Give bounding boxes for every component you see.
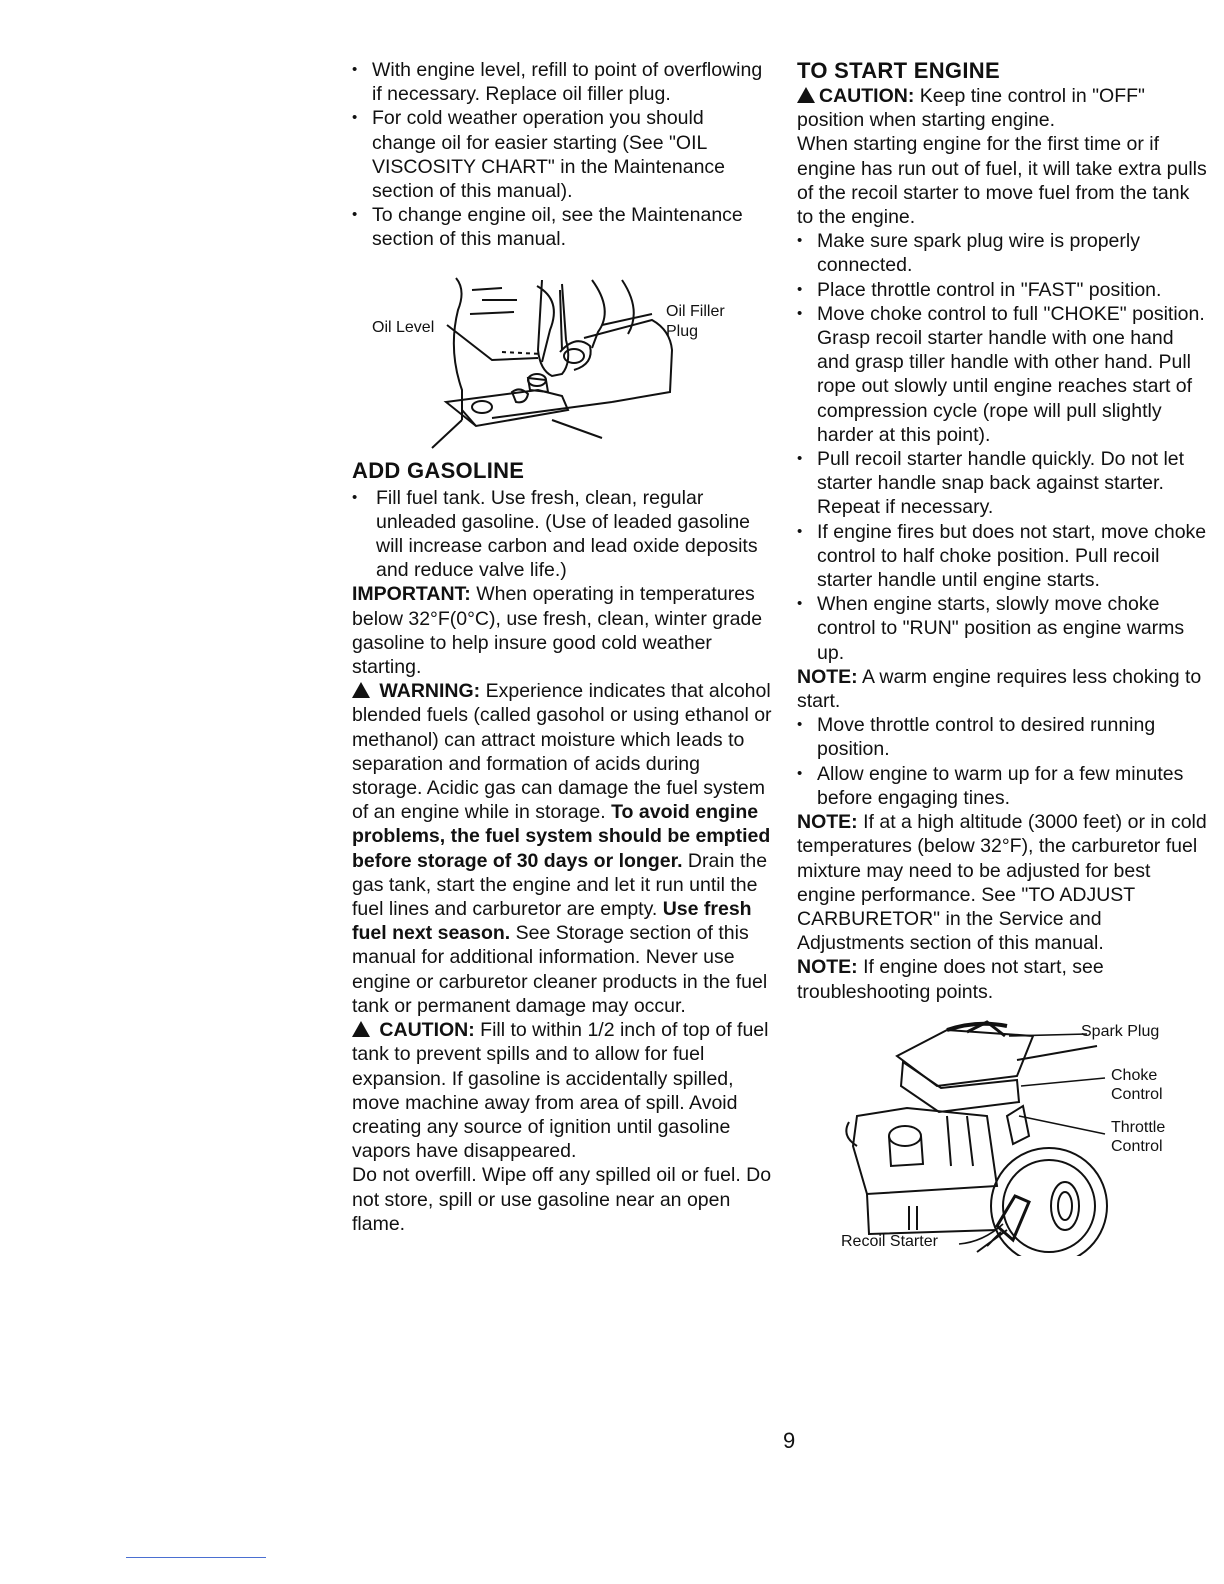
list-item: • To change engine oil, see the Maintenance section of this manual. [352,203,772,251]
note-text: A warm engine requires less choking to start. [797,665,1202,713]
oil-fill-figure [352,270,772,450]
warning-paragraph [352,679,772,1018]
warning-icon [797,87,815,103]
list-item: • Place throttle control in "FAST" position. [797,278,1207,302]
note-label: NOTE: [797,956,858,979]
warning-icon [352,682,370,698]
spark-plug-label: Spark Plug [1081,1022,1160,1040]
warning-emphasis: To avoid engine problems, the fuel system should be emptied before storage of 30 days or longer. [352,801,771,872]
list-item: • Fill fuel tank. Use fresh, clean, regular unleaded gasoline. (Use of leaded gasoline will increase carbon and lead oxide deposits and reduce valve life.) [352,486,772,583]
throttle-control-label: Control [1111,1137,1163,1155]
choke-control-label: Control [1111,1085,1163,1103]
warning-label: WARNING: [379,680,481,703]
list-item: • Move throttle control to desired running position. [797,713,1207,761]
warning-text: See Storage section of this manual for additional information. Never use engine or carburetor cleaner products in the fuel tank or permanent damage may occur. [352,922,768,1017]
page-number: 9 [783,1428,796,1453]
note-label: NOTE: [797,665,858,688]
choke-control-label: Choke [1111,1066,1158,1084]
left-column [352,58,772,1236]
caution-paragraph [352,1018,772,1163]
start-engine-heading: TO START ENGINE [797,58,1000,83]
warning-text: Drain the gas tank, start the engine and let it run until the fuel lines and carburetor are empty. [352,849,768,921]
engine-controls-figure [797,1016,1207,1256]
right-column [797,58,1207,1256]
overfill-paragraph: Do not overfill. Wipe off any spilled oil or fuel. Do not store, spill or use gasoline near an open flame. [352,1164,772,1235]
important-text: When operating in temperatures below 32°F(0°C), use fresh, clean, winter grade gasoline to help insure good cold weather starting. [352,583,763,679]
note-text: If engine does not start, see troubleshooting points. [797,956,1104,1003]
intro-paragraph: When starting engine for the first time or if engine has run out of fuel, it will take extra pulls of the recoil starter to move fuel from the tank to the engine. [797,133,1207,229]
caution-paragraph [797,84,1207,132]
gas-bullet-list [352,486,772,583]
important-paragraph [352,582,772,679]
warning-icon [352,1021,370,1037]
oil-level-label: Oil Level [372,318,435,336]
warning-text: Experience indicates that alcohol blended fuels (called gasohol or using ethanol or methanol) can attract moisture which leads to separation and formation of acids during storage. Acidic gas can damage the fuel system of an engine while in storage. [352,680,772,824]
oil-plug-label: Plug [666,322,699,340]
throttle-control-label: Throttle [1111,1118,1166,1136]
list-item: • For cold weather operation you should change oil for easier starting (See "OIL VISCOSITY CHART" in the Maintenance section of this manual). [352,106,772,203]
footer-divider [126,1557,266,1558]
oil-fill-illustration [352,270,772,450]
list-item: • With engine level, refill to point of overflowing if necessary. Replace oil filler plug. [352,58,772,106]
warmup-bullet-list [797,713,1207,810]
caution-text: Keep tine control in "OFF" position when starting engine. [797,85,1145,132]
list-item: • Make sure spark plug wire is properly connected. [797,229,1207,277]
warning-emphasis: Use fresh fuel next season. [352,898,752,945]
note-label: NOTE: [797,811,858,834]
add-gasoline-heading: ADD GASOLINE [352,457,525,483]
list-item: • Allow engine to warm up for a few minutes before engaging tines. [797,762,1207,810]
important-label: IMPORTANT: [352,583,471,606]
caution-label: CAUTION: [819,85,915,107]
recoil-starter-label: Recoil Starter [841,1232,938,1250]
start-bullet-list [797,229,1207,665]
note-paragraph [797,665,1207,713]
note-paragraph [797,955,1207,1003]
list-item: • Pull recoil starter handle quickly. Do not let starter handle snap back against starter. Repeat if necessary. [797,447,1207,520]
caution-label: CAUTION: [379,1019,475,1042]
oil-bullet-list [352,58,772,252]
note-text: If at a high altitude (3000 feet) or in cold temperatures (below 32°F), the carburetor fuel mixture may need to be adjusted for best engine performance. See "TO ADJUST CARBURETOR" in the Service and Adjustments section of this manual. [797,811,1207,955]
list-item: • When engine starts, slowly move choke control to "RUN" position as engine warms up. [797,592,1207,665]
note-paragraph [797,810,1207,955]
oil-filler-label: Oil Filler [666,302,725,320]
list-item: • Move choke control to full "CHOKE" position. Grasp recoil starter handle with one hand and grasp tiller handle with other hand. Pull rope out slowly until engine reaches start of compression cycle (rope will pull slightly harder at this point). [797,302,1207,447]
caution-text: Fill to within 1/2 inch of top of fuel tank to prevent spills and to allow for fuel expansion. If gasoline is accidentally spilled, move machine away from area of spill. Avoid creating any source of ignition until gasoline vapors have disappeared. [352,1019,769,1163]
list-item: • If engine fires but does not start, move choke control to half choke position. Pull recoil starter handle until engine starts. [797,520,1207,593]
